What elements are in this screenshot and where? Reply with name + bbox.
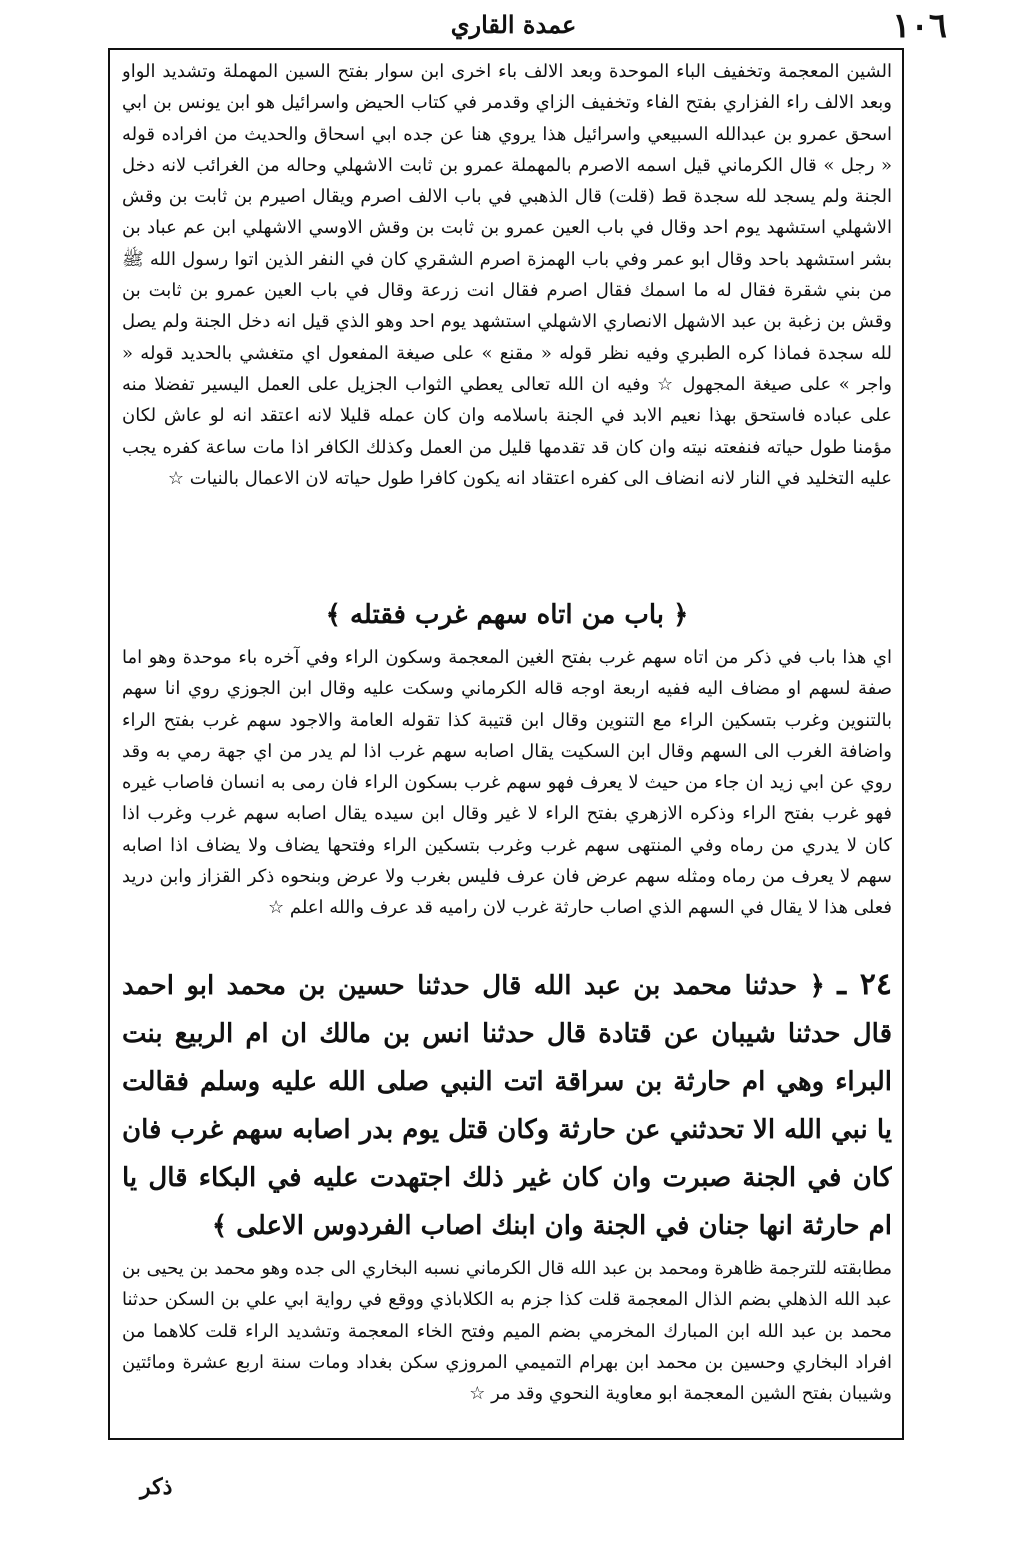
commentary-paragraph-3: مطابقته للترجمة ظاهرة ومحمد بن عبد الله قال الكرماني نسبه البخاري الى جده وهو محمد بن يحيى بن عبد الله الذهلي بضم الذال المعجمة قلت كذا جزم به الكلاباذي ووقع في رواية ابي علي بن السكن حدثنا محمد بن عبد الله ابن المبارك المخرمي بضم الميم وفتح الخاء المعجمة وتشديد الراء قلت كلاهما من افراد البخاري وحسين بن محمد ابن بهرام التميمي المروزي سكن بغداد ومات سنة اربع عشرة ومائتين وشيبان بفتح الشين المعجمة ابو معاوية النحوي وقد مر ☆ xyxy=(122,1258,892,1405)
commentary-paragraph-1: الشين المعجمة وتخفيف الباء الموحدة وبعد الالف باء اخرى ابن سوار بفتح السين المهملة وتشديد الواو وبعد الالف راء الفزاري بفتح الفاء وتخفيف الزاي وقدمر في كتاب الحيض واسرائيل هو ابن يونس بن ابي اسحق عمرو بن عبدالله السبيعي واسرائيل هذا يروي هنا عن جده ابي اسحاق والحديث من افراده قوله « رجل » قال الكرماني قيل اسمه الاصرم بالمهملة عمرو بن ثابت الاشهلي وحاله من الغرائب لانه دخل الجنة ولم يسجد لله سجدة قط (قلت) قال الذهبي في باب الالف اصرم ويقال اصيرم بن ثابت بن وقش الاشهلي استشهد يوم احد وقال في باب العين عمرو بن ثابت بن وقش الاوسي الاشهلي ابن عم عباد بن بشر استشهد باحد وقال ابو عمر وفي باب الهمزة اصرم الشقري كان في النفر الذين اتوا رسول الله ﷺ من بني شقرة فقال له ما اسمك فقال اصرم فقال انت زرعة وقال في باب العين عمرو بن ثابت بن وقش بن زغبة بن عبد الاشهل الانصاري الاشهلي استشهد يوم احد وهو الذي قيل انه دخل الجنة ولم يصل لله سجدة فماذا كره الطبري وفيه نظر قوله « مقنع » على صيغة المفعول اي متغشي بالحديد قوله « واجر » على صيغة المجهول ☆ وفيه ان الله تعالى يعطي الثواب الجزيل على العمل اليسير تفضلا منه على عباده فاستحق بهذا نعيم الابد في الجنة باسلامه وان كان عمله قليلا لانه اعتقد انه لو عاش لكان مؤمنا طول حياته فنفعته نيته وان كان قد تقدمها قليل من العمل وكذلك الكافر اذا مات ساعة كفره يجب عليه التخليد في النار لانه انضاف الى كفره اعتقاد انه يكون كافرا طول حياته لان الاعمال بالنيات ☆ xyxy=(122,61,892,489)
page-number: ١٠٦ xyxy=(892,6,947,46)
hadith-number: ٢٤ ـ xyxy=(837,967,892,1002)
catchword: ذكر xyxy=(140,1474,173,1500)
hadith-body: محمد بن عبد الله قال حدثنا حسين بن محمد ابو احمد قال حدثنا شيبان عن قتادة قال حدثنا انس بن مالك ان ام الربيع بنت البراء وهي ام حارثة بن سراقة اتت النبي صلى الله عليه وسلم فقالت يا نبي الله الا تحدثني عن حارثة وكان قتل يوم بدر اصابه سهم غرب فان كان في الجنة صبرت وان كان غير ذلك اجتهدت عليه في البكاء قال يا ام حارثة انها جنان في الجنة وان ابنك اصاب الفردوس الاعلى ﴾ xyxy=(122,971,892,1241)
commentary-paragraph-2: اي هذا باب في ذكر من اتاه سهم غرب بفتح الغين المعجمة وسكون الراء وفي آخره باء موحدة وهو اما صفة لسهم او مضاف اليه ففيه اربعة اوجه قاله الكرماني وسكت عليه وقال ابن الجوزي روي انا سهم بالتنوين وغرب بتسكين الراء مع التنوين وقال ابن قتيبة كذا تقوله العامة والاجود سهم غرب بفتح الراء واضافة الغرب الى السهم وقال ابن السكيت يقال اصابه سهم غرب اذا لم يدر من اي جهة رمي به وقد روي عن ابي زيد ان جاء من حيث لا يعرف فهو سهم غرب بسكون الراء فان رمى به انسان فاصاب غيره فهو غرب بفتح الراء وذكره الازهري بفتح الراء لا غير وقال ابن سيده يقال اصابه سهم غرب وغرب اذا كان لا يدري من رماه وفي المنتهى سهم غرب وغرب بتسكين الراء وفتحها يضاف ولا يضاف اذا اصابه سهم لا يعرف من رماه ومثله سهم عرض فان عرف فليس بغرب ولا عرض وبنحوه ذكر القزاز وابن دريد فعلى هذا لا يقال في السهم الذي اصاب حارثة غرب لان راميه قد عرف والله اعلم ☆ xyxy=(122,647,892,919)
running-title: عمدة القاري xyxy=(450,10,577,39)
chapter-heading: ﴿ باب من اتاه سهم غرب فقتله ﴾ xyxy=(325,600,689,630)
page-header xyxy=(80,6,947,46)
hadith-text xyxy=(122,961,892,1253)
hadith-intro: ﴿ حدثنا xyxy=(744,971,825,1001)
main-content xyxy=(122,56,892,1436)
